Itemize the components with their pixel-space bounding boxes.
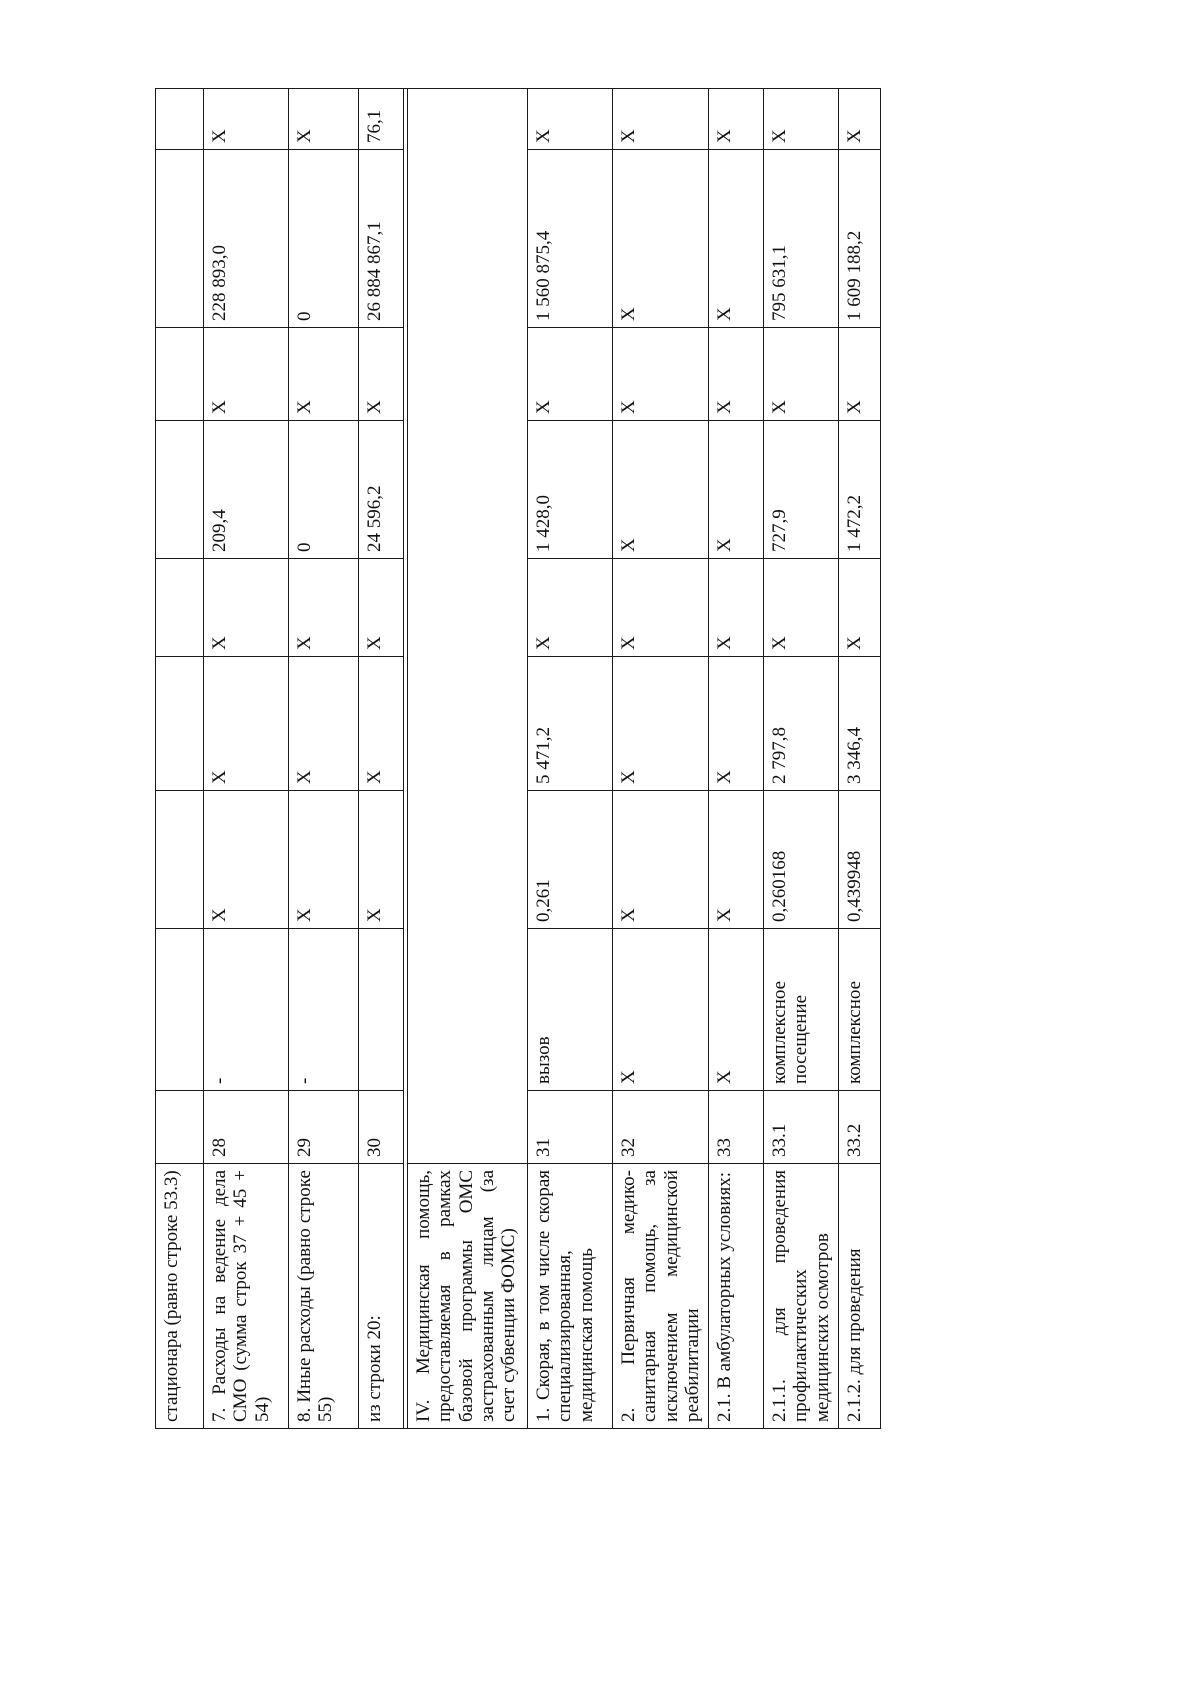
unit-cell: -	[289, 929, 359, 1091]
unit-cell	[359, 929, 404, 1091]
per-capita-cell: 1 428,0	[528, 421, 613, 559]
col-x1-cell: X	[613, 559, 709, 657]
share-cell: X	[613, 89, 709, 150]
total-sum-cell: 1 560 875,4	[528, 150, 613, 328]
section-title-cell: IV. Медицинская помощь, предоставляемая в рамках базовой программы ОМС застрахованным лицам (за счет субвенции ФОМС)	[408, 1164, 528, 1429]
share-cell: X	[764, 89, 839, 150]
share-cell: X	[528, 89, 613, 150]
share-cell: X	[289, 89, 359, 150]
col-x2-cell: X	[838, 328, 880, 421]
col-x1-cell: X	[204, 559, 289, 657]
per-capita-cell: 727,9	[764, 421, 839, 559]
unit-cell: X	[613, 929, 709, 1091]
share-cell: X	[709, 89, 764, 150]
unit-cell: X	[709, 929, 764, 1091]
col-x1-cell: X	[709, 559, 764, 657]
col-x2-cell: X	[359, 328, 404, 421]
row-name-cell: стационара (равно строке 53.3)	[156, 1164, 204, 1429]
col-x2-cell: X	[709, 328, 764, 421]
row-name-cell: из строки 20:	[359, 1164, 404, 1429]
norm-cost-cell: X	[204, 657, 289, 791]
total-sum-cell: X	[709, 150, 764, 328]
norm-cost-cell: X	[289, 657, 359, 791]
norm-volume-cell	[156, 791, 204, 929]
total-sum-cell: 228 893,0	[204, 150, 289, 328]
col-x1-cell: X	[528, 559, 613, 657]
total-sum-cell: 795 631,1	[764, 150, 839, 328]
norm-cost-cell: X	[709, 657, 764, 791]
row-name-cell: 2. Первичная медико-санитарная помощь, за исключением медицинской реабилитации	[613, 1164, 709, 1429]
line-number-cell	[156, 1091, 204, 1164]
per-capita-cell	[156, 421, 204, 559]
table-row	[613, 89, 709, 1429]
total-sum-cell: 26 884 867,1	[359, 150, 404, 328]
unit-cell: -	[204, 929, 289, 1091]
norm-volume-cell: 0,439948	[838, 791, 880, 929]
table-row	[408, 89, 528, 1429]
table-row	[156, 89, 204, 1429]
unit-cell: комплексное	[838, 929, 880, 1091]
col-x2-cell: X	[528, 328, 613, 421]
row-name-cell: 2.1. В амбулаторных условиях:	[709, 1164, 764, 1429]
unit-cell: комплексное посещение	[764, 929, 839, 1091]
row-name-cell: 2.1.2. для проведения	[838, 1164, 880, 1429]
table-row	[289, 89, 359, 1429]
line-number-cell: 33	[709, 1091, 764, 1164]
row-name-cell: 8. Иные расходы (равно строке 55)	[289, 1164, 359, 1429]
col-x1-cell: X	[764, 559, 839, 657]
col-x2-cell: X	[204, 328, 289, 421]
row-name-cell: 1. Скорая, в том числе скорая специализированная, медицинская помощь	[528, 1164, 613, 1429]
line-number-cell: 32	[613, 1091, 709, 1164]
share-cell: X	[204, 89, 289, 150]
row-name-cell: 2.1.1. для проведения профилактических медицинских осмотров	[764, 1164, 839, 1429]
norm-volume-cell: X	[613, 791, 709, 929]
row-name-cell: 7. Расходы на ведение дела СМО (сумма строк 37 + 45 + 54)	[204, 1164, 289, 1429]
col-x1-cell	[156, 559, 204, 657]
unit-cell: вызов	[528, 929, 613, 1091]
table-row	[359, 89, 404, 1429]
norm-cost-cell: 2 797,8	[764, 657, 839, 791]
norm-cost-cell: 5 471,2	[528, 657, 613, 791]
col-x1-cell: X	[359, 559, 404, 657]
per-capita-cell: X	[613, 421, 709, 559]
share-cell: X	[838, 89, 880, 150]
col-x2-cell: X	[764, 328, 839, 421]
line-number-cell: 29	[289, 1091, 359, 1164]
table-row	[204, 89, 289, 1429]
norm-cost-cell: X	[359, 657, 404, 791]
col-x2-cell	[156, 328, 204, 421]
norm-volume-cell: X	[709, 791, 764, 929]
line-number-cell: 31	[528, 1091, 613, 1164]
total-sum-cell: X	[613, 150, 709, 328]
norm-volume-cell: X	[204, 791, 289, 929]
line-number-cell: 33.2	[838, 1091, 880, 1164]
line-number-cell: 33.1	[764, 1091, 839, 1164]
norm-volume-cell: 0,261	[528, 791, 613, 929]
share-cell: 76,1	[359, 89, 404, 150]
norm-volume-cell: X	[289, 791, 359, 929]
per-capita-cell: 209,4	[204, 421, 289, 559]
unit-cell	[156, 929, 204, 1091]
line-number-cell: 30	[359, 1091, 404, 1164]
per-capita-cell: 0	[289, 421, 359, 559]
table-row	[764, 89, 839, 1429]
table-row	[528, 89, 613, 1429]
norm-cost-cell: 3 346,4	[838, 657, 880, 791]
empty-merged-cell	[408, 89, 528, 1164]
norm-volume-cell: 0,260168	[764, 791, 839, 929]
per-capita-cell: X	[709, 421, 764, 559]
col-x1-cell: X	[838, 559, 880, 657]
total-sum-cell	[156, 150, 204, 328]
norm-cost-cell: X	[613, 657, 709, 791]
share-cell	[156, 89, 204, 150]
expenses-table	[155, 88, 881, 1429]
norm-cost-cell	[156, 657, 204, 791]
table-row	[838, 89, 880, 1429]
col-x2-cell: X	[613, 328, 709, 421]
table-row	[709, 89, 764, 1429]
total-sum-cell: 0	[289, 150, 359, 328]
per-capita-cell: 1 472,2	[838, 421, 880, 559]
col-x1-cell: X	[289, 559, 359, 657]
norm-volume-cell: X	[359, 791, 404, 929]
line-number-cell: 28	[204, 1091, 289, 1164]
per-capita-cell: 24 596,2	[359, 421, 404, 559]
col-x2-cell: X	[289, 328, 359, 421]
total-sum-cell: 1 609 188,2	[838, 150, 880, 328]
